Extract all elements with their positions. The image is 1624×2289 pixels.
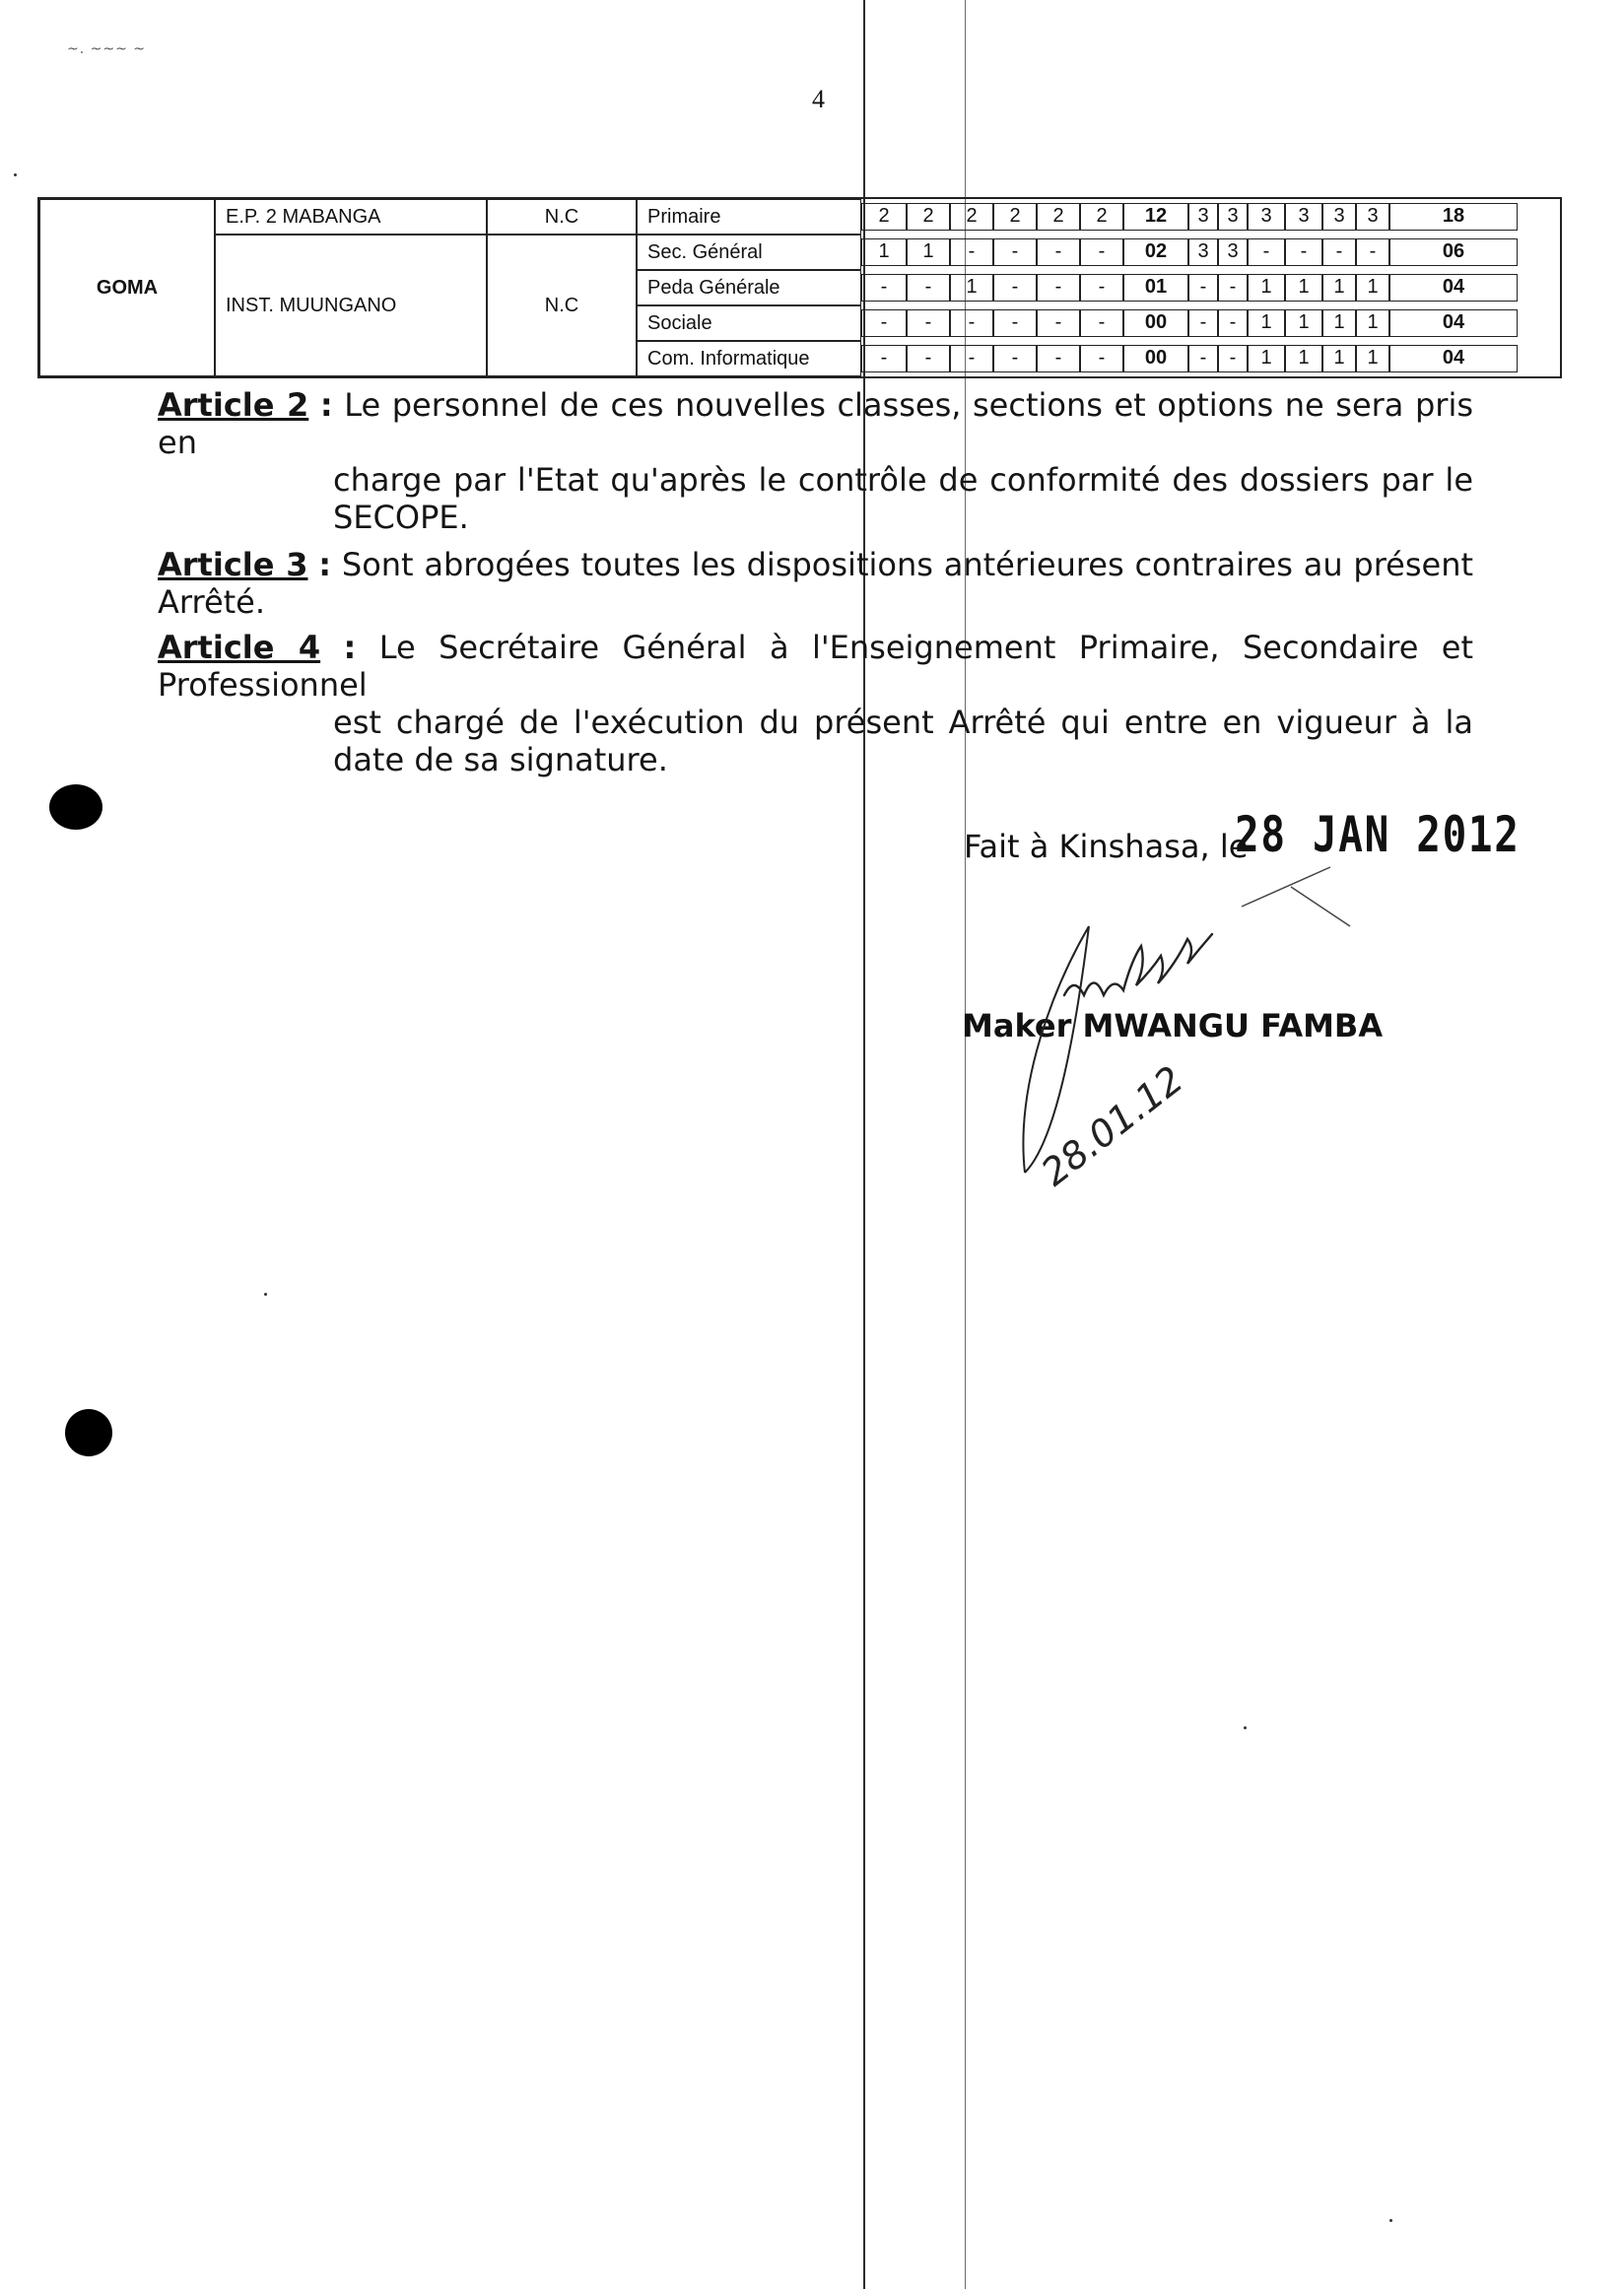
article-colon: : bbox=[343, 629, 357, 666]
total-value: 04 bbox=[1442, 311, 1465, 333]
article-colon: : bbox=[319, 386, 333, 424]
option-cell bbox=[637, 235, 861, 270]
subtotal-value: 00 bbox=[1144, 347, 1168, 369]
region-name: GOMA bbox=[96, 276, 159, 299]
count-value: - bbox=[1011, 311, 1019, 333]
count-value: 1 bbox=[1298, 347, 1310, 369]
count-value: 2 bbox=[1052, 205, 1064, 227]
handwritten-signature bbox=[995, 847, 1370, 1242]
signatory-name: Maker MWANGU FAMBA bbox=[962, 1007, 1384, 1044]
count-value: 3 bbox=[1260, 205, 1272, 227]
count-value: 1 bbox=[1367, 276, 1379, 298]
date-stamp: 28 JAN 2012 bbox=[1235, 806, 1521, 863]
count-value: - bbox=[1098, 276, 1106, 298]
scan-speck bbox=[1389, 2219, 1392, 2222]
total-value: 04 bbox=[1442, 276, 1465, 298]
option-cell bbox=[637, 341, 861, 376]
count-value: - bbox=[924, 276, 932, 298]
article-text: charge par l'Etat qu'après le contrôle de conformité des dossiers par le SECOPE. bbox=[333, 461, 1473, 536]
count-value: 1 bbox=[1367, 347, 1379, 369]
option-label: Sec. Général bbox=[647, 240, 763, 263]
count-value: - bbox=[880, 311, 888, 333]
count-value: - bbox=[1199, 311, 1207, 333]
count-value: 2 bbox=[922, 205, 934, 227]
option-label: Com. Informatique bbox=[647, 347, 810, 370]
school-status: N.C bbox=[544, 294, 579, 316]
option-cell bbox=[637, 270, 861, 305]
option-label: Primaire bbox=[647, 205, 721, 228]
count-value: 3 bbox=[1227, 205, 1239, 227]
subtotal-value: 02 bbox=[1144, 240, 1168, 262]
place-line: Fait à Kinshasa, le bbox=[964, 828, 1249, 865]
count-value: 3 bbox=[1227, 240, 1239, 262]
article-first-line: Le Secrétaire Général à l'Enseignement Primaire, Secondaire et Professionnel bbox=[158, 629, 1474, 704]
count-value: 2 bbox=[1009, 205, 1021, 227]
article-label: Article 2 bbox=[158, 386, 309, 424]
count-value: 3 bbox=[1333, 205, 1345, 227]
count-value: - bbox=[968, 347, 976, 369]
count-value: 1 bbox=[1260, 347, 1272, 369]
binder-hole bbox=[65, 1409, 112, 1456]
school-table bbox=[37, 197, 1562, 378]
region-cell bbox=[39, 199, 215, 376]
count-value: 2 bbox=[1096, 205, 1108, 227]
count-value: 1 bbox=[1298, 276, 1310, 298]
count-value: - bbox=[1229, 276, 1237, 298]
binder-hole bbox=[49, 784, 102, 830]
article-2 bbox=[158, 386, 1473, 536]
subtotal-value: 00 bbox=[1144, 311, 1168, 333]
status-cell bbox=[487, 235, 637, 376]
article-first-line: Le personnel de ces nouvelles classes, sections et options ne sera pris en bbox=[158, 386, 1474, 461]
school-name: E.P. 2 MABANGA bbox=[226, 205, 381, 228]
count-value: - bbox=[880, 276, 888, 298]
scan-speck bbox=[1244, 1726, 1247, 1729]
scan-speck bbox=[14, 173, 17, 176]
scan-speck bbox=[264, 1293, 267, 1296]
count-value: 1 bbox=[1298, 311, 1310, 333]
count-value: - bbox=[1011, 347, 1019, 369]
article-3 bbox=[158, 546, 1473, 621]
count-value: 2 bbox=[966, 205, 978, 227]
school-cell bbox=[215, 235, 487, 376]
count-value: - bbox=[1199, 276, 1207, 298]
article-first-line: Sont abrogées toutes les dispositions antérieures contraires au présent Arrêté. bbox=[158, 546, 1474, 621]
count-value: - bbox=[1098, 347, 1106, 369]
status-cell bbox=[487, 199, 637, 235]
count-value: - bbox=[1054, 311, 1062, 333]
count-value: - bbox=[968, 240, 976, 262]
count-value: 1 bbox=[966, 276, 978, 298]
count-value: 1 bbox=[878, 240, 890, 262]
handwritten-date: 28.01.12 bbox=[1033, 1057, 1191, 1195]
count-value: - bbox=[1369, 240, 1377, 262]
option-cell bbox=[637, 305, 861, 341]
count-value: - bbox=[1054, 276, 1062, 298]
count-value: 1 bbox=[1367, 311, 1379, 333]
count-value: 1 bbox=[922, 240, 934, 262]
count-value: - bbox=[1262, 240, 1270, 262]
article-4 bbox=[158, 629, 1473, 778]
school-name: INST. MUUNGANO bbox=[226, 294, 397, 316]
count-value: - bbox=[924, 311, 932, 333]
subtotal-value: 01 bbox=[1144, 276, 1168, 298]
count-value: - bbox=[1011, 240, 1019, 262]
article-colon: : bbox=[318, 546, 332, 583]
count-value: - bbox=[1098, 311, 1106, 333]
count-value: 3 bbox=[1197, 240, 1209, 262]
count-value: - bbox=[1199, 347, 1207, 369]
count-value: 1 bbox=[1260, 311, 1272, 333]
count-value: 1 bbox=[1333, 347, 1345, 369]
count-value: - bbox=[1054, 347, 1062, 369]
count-value: 1 bbox=[1333, 276, 1345, 298]
count-value: 3 bbox=[1367, 205, 1379, 227]
count-value: - bbox=[968, 311, 976, 333]
option-label: Sociale bbox=[647, 311, 712, 334]
article-label: Article 3 bbox=[158, 546, 308, 583]
count-value: - bbox=[1229, 347, 1237, 369]
total-value: 06 bbox=[1442, 240, 1465, 262]
school-status: N.C bbox=[544, 205, 579, 228]
count-value: - bbox=[1054, 240, 1062, 262]
count-value: - bbox=[924, 347, 932, 369]
count-value: - bbox=[1011, 276, 1019, 298]
count-value: 1 bbox=[1333, 311, 1345, 333]
count-value: - bbox=[1229, 311, 1237, 333]
count-value: 2 bbox=[878, 205, 890, 227]
option-cell bbox=[637, 199, 861, 235]
total-value: 04 bbox=[1442, 347, 1465, 369]
school-cell bbox=[215, 199, 487, 235]
count-value: - bbox=[1335, 240, 1343, 262]
article-label: Article 4 bbox=[158, 629, 321, 666]
total-value: 18 bbox=[1442, 205, 1465, 227]
count-value: - bbox=[1300, 240, 1308, 262]
count-value: 1 bbox=[1260, 276, 1272, 298]
count-value: 3 bbox=[1298, 205, 1310, 227]
count-value: - bbox=[880, 347, 888, 369]
count-value: 3 bbox=[1197, 205, 1209, 227]
count-value: - bbox=[1098, 240, 1106, 262]
article-text: est chargé de l'exécution du présent Arrêté qui entre en vigueur à la date de sa signature. bbox=[333, 704, 1473, 778]
page-number: 4 bbox=[812, 85, 825, 113]
subtotal-value: 12 bbox=[1144, 205, 1168, 227]
corner-scrawl: ~. ~~~ ~ bbox=[67, 41, 147, 57]
option-label: Peda Générale bbox=[647, 276, 780, 299]
